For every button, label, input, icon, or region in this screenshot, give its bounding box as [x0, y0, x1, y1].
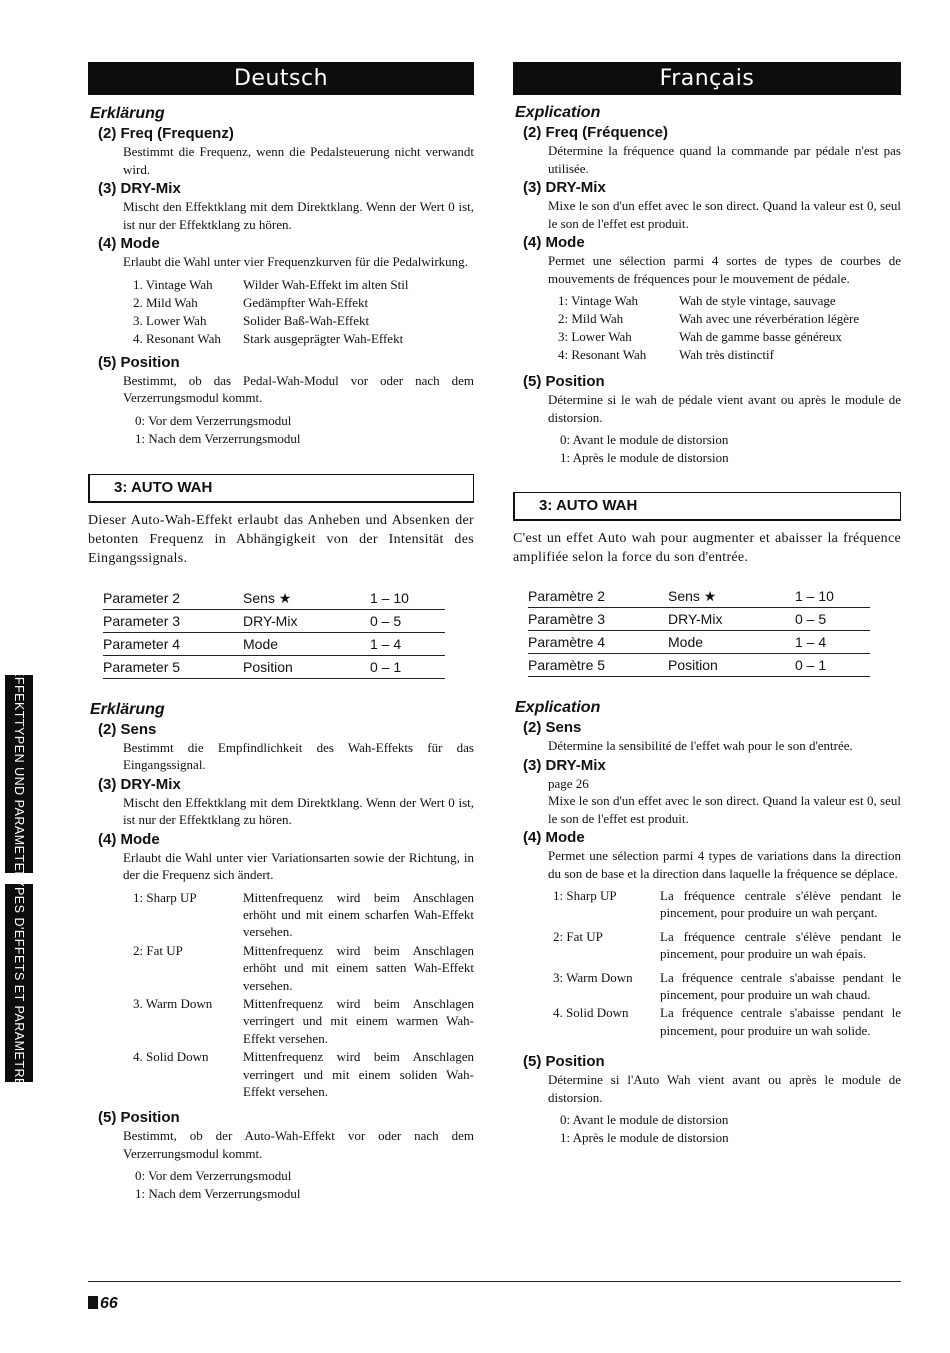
table-row: [528, 654, 870, 677]
mode-desc: Gedämpfter Wah-Effekt: [243, 294, 369, 310]
list-item: [553, 928, 901, 963]
mode-name: 3. Warm Down: [133, 995, 213, 1011]
table-row: [103, 633, 445, 656]
table-cell: Paramètre 3: [528, 611, 606, 627]
mode-name: 4. Solid Down: [133, 1049, 209, 1065]
param-heading: (2) Sens: [98, 720, 157, 738]
param-text: Détermine si le wah de pédale vient avant ou après le module de distorsion.: [548, 392, 901, 425]
param-text: Bestimmt die Frequenz, wenn die Pedalsteuerung nicht verwandt wird.: [123, 144, 474, 177]
mode-desc: Mittenfrequenz wird beim Anschlagen verringert und mit einem warmen Wah-Effekt versehen.: [243, 995, 474, 1046]
table-row: [103, 656, 445, 679]
side-tab-francais: [5, 870, 33, 1096]
param-heading: (5) Position: [98, 1109, 180, 1127]
table-row: [103, 610, 445, 633]
option-list: [135, 1167, 474, 1203]
mode-name: 4: Resonant Wah: [558, 347, 647, 362]
table-cell: DRY-Mix: [243, 612, 298, 629]
mode-desc: La fréquence centrale s'élève pendant le pincement, pour produire un wah épais.: [660, 928, 901, 962]
table-cell: Parameter 2: [103, 589, 181, 606]
footer-rule: [88, 1281, 901, 1282]
param-text: Bestimmt, ob der Auto-Wah-Effekt vor oder nach dem Verzerrungsmodul kommt.: [123, 1128, 474, 1161]
param-heading: (4) Mode: [523, 234, 585, 251]
column-deutsch: [88, 62, 474, 1203]
param-heading: (2) Sens: [523, 719, 582, 736]
list-item: [553, 1004, 901, 1039]
mode-name: 3. Lower Wah: [133, 312, 207, 328]
table-cell: DRY-Mix: [668, 611, 723, 627]
table-cell: 1 – 10: [795, 588, 834, 604]
explanation-section: [523, 718, 901, 1147]
table-cell: 0 – 5: [370, 612, 402, 629]
param-text: Erlaubt die Wahl unter vier Frequenzkurven für die Pedalwirkung.: [123, 254, 468, 269]
mode-desc: Stark ausgeprägter Wah-Effekt: [243, 330, 404, 346]
page-number-text: 66: [100, 1295, 118, 1312]
param-text: Détermine la fréquence quand la commande par pédale n'est pas utilisée.: [548, 143, 901, 176]
mode-name: 2: Fat UP: [133, 942, 183, 958]
explanation-section: [98, 720, 474, 1204]
table-cell: 0 – 5: [795, 611, 827, 627]
table-cell: Parameter 4: [103, 635, 181, 652]
param-heading: (3) DRY-Mix: [98, 180, 181, 197]
mode-name: 1: Sharp UP: [133, 889, 197, 905]
table-cell: Mode: [668, 634, 704, 650]
mode-name: 1. Vintage Wah: [133, 276, 213, 292]
option-list: [135, 412, 474, 448]
mode-name: 4. Resonant Wah: [133, 330, 221, 346]
list-item: [133, 995, 474, 1047]
param-heading: (3) DRY-Mix: [523, 179, 606, 196]
mode-list: [553, 887, 901, 1039]
list-item: [133, 330, 474, 348]
option-item: 1: Après le module de distorsion: [560, 1130, 729, 1146]
side-tab-label: TYPES D'EFFETS ET PARAMETRES: [12, 870, 26, 1096]
page-number: [88, 1295, 118, 1313]
list-item: [558, 328, 901, 346]
param-text: Mixe le son d'un effet avec le son direct. Quand la valeur est 0, seul le son de l'effet est produit.: [548, 198, 901, 231]
table-row: [528, 585, 870, 608]
mode-desc: Wah très distinctif: [679, 347, 774, 362]
language-header: Français: [513, 62, 901, 95]
option-item: 1: Nach dem Verzerrungsmodul: [135, 430, 301, 446]
list-item: [558, 346, 901, 364]
table-cell: 1 – 10: [370, 589, 409, 606]
mode-desc: Mittenfrequenz wird beim Anschlagen erhöht und mit einem satten Wah-Effekt versehen.: [243, 942, 474, 993]
mode-name: 3: Warm Down: [553, 969, 633, 985]
option-list: [560, 1111, 901, 1147]
page-reference: page 26: [548, 775, 589, 791]
table-cell: Paramètre 5: [528, 657, 606, 673]
param-heading: (5) Position: [523, 1053, 605, 1071]
param-heading: (2) Freq (Fréquence): [523, 124, 669, 141]
param-text: Erlaubt die Wahl unter vier Variationsarten sowie der Richtung, in der die Frequenz sich ändert.: [123, 849, 474, 882]
mode-name: 1: Vintage Wah: [558, 293, 639, 308]
mode-name: 2. Mild Wah: [133, 294, 198, 310]
table-cell: Position: [668, 657, 718, 673]
list-item: [558, 292, 901, 310]
table-row: [528, 631, 870, 654]
mode-list: [133, 276, 474, 348]
effect-intro: C'est un effet Auto wah pour augmenter et abaisser la fréquence amplifiée selon la force du son d'entrée.: [513, 531, 901, 565]
param-heading: (2) Freq (Frequenz): [98, 125, 234, 142]
option-item: 1: Nach dem Verzerrungsmodul: [135, 1186, 301, 1202]
list-item: [133, 889, 474, 941]
mode-name: 3: Lower Wah: [558, 329, 632, 344]
mode-name: 2: Fat UP: [553, 928, 603, 944]
mode-desc: Mittenfrequenz wird beim Anschlagen erhöht und mit einem scharfen Wah-Effekt versehen.: [243, 889, 474, 940]
language-header: Deutsch: [88, 62, 474, 95]
option-item: 0: Avant le module de distorsion: [560, 1112, 729, 1128]
list-item: [133, 294, 474, 312]
effect-title-box: 3: AUTO WAH: [513, 492, 901, 521]
table-cell: Paramètre 2: [528, 588, 606, 604]
param-heading: (4) Mode: [98, 830, 160, 848]
mode-desc: La fréquence centrale s'élève pendant le pincement, pour produire un wah perçant.: [660, 888, 901, 921]
table-cell: Position: [243, 658, 293, 675]
list-item: [133, 276, 474, 294]
option-item: 1: Après le module de distorsion: [560, 450, 729, 465]
param-heading: (4) Mode: [98, 235, 160, 252]
square-marker-icon: [88, 1296, 98, 1309]
option-item: 0: Vor dem Verzerrungsmodul: [135, 412, 292, 428]
param-heading: (4) Mode: [523, 829, 585, 846]
param-heading: (5) Position: [98, 353, 180, 371]
list-item: [553, 969, 901, 1004]
mode-desc: La fréquence centrale s'abaisse pendant le pincement, pour produire un wah chaud.: [660, 969, 901, 1003]
param-text: Mischt den Effektklang mit dem Direktklang. Wenn der Wert 0 ist, ist nur der Effektklang zu hören.: [123, 199, 474, 232]
list-item: [133, 942, 474, 994]
table-cell: Parameter 5: [103, 658, 181, 675]
explanation-section: [98, 124, 474, 448]
table-cell: Sens ★: [668, 588, 717, 604]
mode-desc: La fréquence centrale s'abaisse pendant le pincement, pour produire un wah solide.: [660, 1005, 901, 1038]
side-tab-label: EFFEKTTYPEN UND PARAMETER: [12, 667, 26, 881]
mode-list: [558, 292, 901, 364]
explanation-section: [523, 123, 901, 467]
table-cell: Sens ★: [243, 589, 292, 606]
mode-desc: Mittenfrequenz wird beim Anschlagen verringert und mit einem soliden Wah-Effekt versehen.: [243, 1049, 474, 1099]
effect-title-box: 3: AUTO WAH: [88, 474, 474, 503]
table-cell: Mode: [243, 635, 279, 652]
section-title: Explication: [515, 104, 601, 121]
list-item: [558, 310, 901, 328]
mode-desc: Wah avec une réverbération légère: [679, 311, 860, 326]
mode-name: 4. Solid Down: [553, 1005, 629, 1021]
param-text: Permet une sélection parmi 4 sortes de types de courbes de mouvements de fréquences pour le mouvement de pédale.: [548, 253, 901, 286]
section-title: Explication: [515, 699, 601, 716]
section-title: Erklärung: [90, 700, 165, 718]
section-title: Erklärung: [90, 105, 165, 122]
table-cell: 0 – 1: [795, 657, 827, 673]
table-cell: 1 – 4: [370, 635, 402, 652]
option-item: 0: Avant le module de distorsion: [560, 432, 729, 447]
list-item: [133, 312, 474, 330]
effect-intro: Dieser Auto-Wah-Effekt erlaubt das Anheben und Absenken der betonten Frequenz in Abhängigkeit von der Intensität des Eingangssignals.: [88, 512, 474, 566]
table-cell: Paramètre 4: [528, 634, 606, 650]
param-text: Détermine si l'Auto Wah vient avant ou après le module de distorsion.: [548, 1072, 901, 1105]
option-list: [560, 431, 901, 467]
table-cell: 1 – 4: [795, 634, 827, 650]
mode-desc: Solider Baß-Wah-Effekt: [243, 312, 370, 328]
side-tab-deutsch: [5, 667, 33, 881]
param-heading: (3) DRY-Mix: [98, 775, 181, 793]
list-item: [553, 887, 901, 922]
parameter-table: [528, 585, 870, 677]
table-cell: 0 – 1: [370, 658, 402, 675]
param-text: Mixe le son d'un effet avec le son direct. Quand la valeur est 0, seul le son de l'effet est produit.: [548, 793, 901, 826]
param-text: Bestimmt die Empfindlichkeit des Wah-Effekts für das Eingangssignal.: [123, 739, 474, 772]
param-heading: (3) DRY-Mix: [523, 756, 606, 774]
table-row: [103, 587, 445, 610]
table-cell: Parameter 3: [103, 612, 181, 629]
param-text: Mischt den Effektklang mit dem Direktklang. Wenn der Wert 0 ist, ist nur der Effektklang zu hören.: [123, 794, 474, 827]
param-text: Permet une sélection parmi 4 types de variations dans la direction du son de base et la direction dans laquelle la fréquence se déplace.: [548, 848, 901, 881]
list-item: [133, 1048, 474, 1100]
table-row: [528, 608, 870, 631]
mode-name: 1: Sharp UP: [553, 888, 617, 903]
mode-name: 2: Mild Wah: [558, 311, 624, 326]
mode-desc: Wah de style vintage, sauvage: [679, 293, 836, 308]
mode-list: [133, 889, 474, 1101]
option-item: 0: Vor dem Verzerrungsmodul: [135, 1168, 292, 1184]
param-text: Détermine la sensibilité de l'effet wah pour le son d'entrée.: [548, 738, 853, 753]
parameter-table: [103, 587, 445, 679]
column-francais: [513, 62, 901, 1147]
mode-desc: Wah de gamme basse généreux: [679, 329, 842, 344]
mode-desc: Wilder Wah-Effekt im alten Stil: [243, 276, 409, 292]
param-text: Bestimmt, ob das Pedal-Wah-Modul vor oder nach dem Verzerrungsmodul kommt.: [123, 372, 474, 405]
param-heading: (5) Position: [523, 373, 605, 390]
